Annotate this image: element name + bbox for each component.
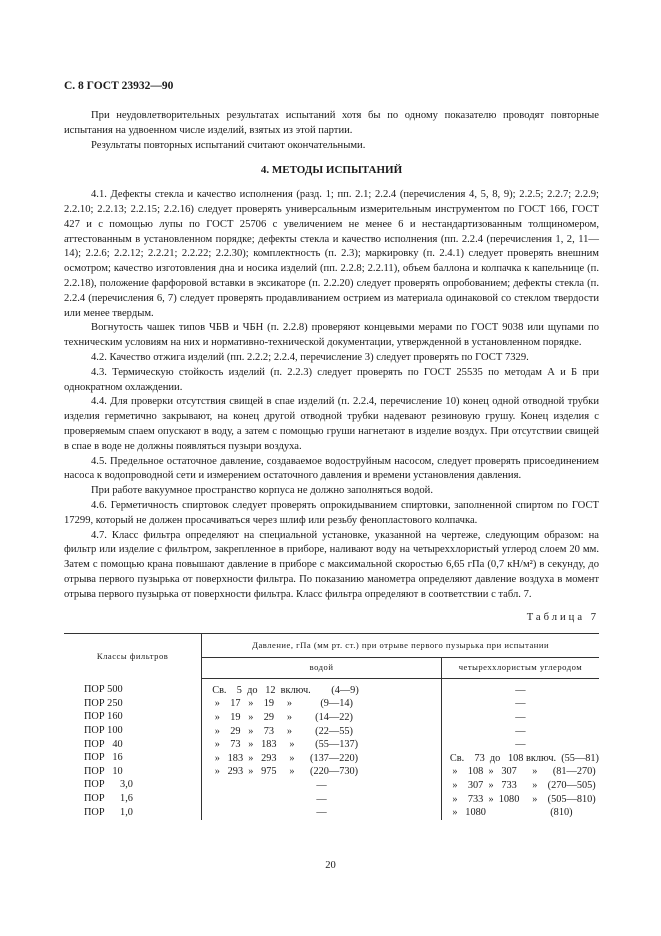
intro-paragraph-2: Результаты повторных испытаний считают окончательными. [91,139,366,151]
paragraph-4-4: 4.4. Для проверки отсутствия свищей в спае изделий (п. 2.2.4, перечисление 10) конец одной отводной трубки изделия герметично закрывают, на конец другой отводной трубки надевают резиновую грушу. Конец изделия с проверяемым спаем опускают в воду, а затем с помощью груши нагнетают в изделие воздух. При отсутствии свищей в спае в воде не должны появляться пузыри воздуха. [64,396,599,452]
table-cell-class: ПОР 1,6 [84,793,133,805]
table-cell-ccl4: — [515,739,526,751]
col-header-pressure-group: Давление, гПа (мм рт. ст.) при отрыве первого пузырька при испытании [202,634,599,657]
table-cell-water: » 17 » 19 » (9—14) [212,698,353,710]
paragraph-4-5: 4.5. Предельное остаточное давление, создаваемое водоструйным насосом, следует проверять присоединением насоса к водопроводной сети и измерением остаточного давления и времени установления давления. [64,455,599,482]
paragraph-4-6: 4.6. Герметичность спиртовок следует проверять опрокидыванием спиртовки, заполненной спиртом по ГОСТ 17299, который не должен просачиваться через шлиф или резьбу фенопластового колпачка. [64,499,599,526]
table-column-classes [64,678,202,819]
col-header-water: водой [202,657,442,678]
table-cell-class: ПОР 250 [84,697,123,709]
table-cell-water: » 183 » 293 » (137—220) [212,752,359,764]
table-cell-class: ПОР 1,0 [84,806,133,818]
table-cell-class: ПОР 160 [84,711,123,723]
table-cell-water: — [316,793,327,805]
intro-paragraph-1: При неудовлетворительных результатах испытаний хотя бы по одному показателю проводят повторные испытания на удвоенном числе изделий, взятых из этой партии. [64,110,599,136]
table-label: Таблица 7 [526,611,599,623]
table-cell-water: Св. 5 до 12 включ. (4—9) [212,684,359,696]
table-cell-class: ПОР 40 [84,738,123,750]
table-cell-class: ПОР 16 [84,752,123,764]
paragraph-4-7: 4.7. Класс фильтра определяют на специальной установке, указанной на чертеже, следующим образом: на фильтр или изделие с фильтром, закрепленное в приборе, наливают воду на четыреххлористый углерод слоем 20 мм. Затем с помощью крана повышают давление в приборе с максимальной скоростью 6,65 гПа (0,7 кН/м²) в секунду, до отрыва первого пузырька от поверхности фильтра. По показанию манометра определяют давление воздуха в момент отрыва первого пузырька от поверхности фильтра. Класс фильтра определяют в соответствии с табл. 7. [64,529,599,600]
table-cell-class: ПОР 10 [84,765,123,777]
table-cell-ccl4: » 108 » 307 » (81—270) [449,766,596,778]
page-number: 20 [325,860,336,871]
table-cell-class: ПОР 3,0 [84,779,133,791]
table-cell-ccl4: » 733 » 1080 » (505—810) [449,793,596,805]
table-cell-ccl4: Св. 73 до 108 включ. (55—81) [449,752,599,764]
table-cell-ccl4: — [515,711,526,723]
section-title: 4. МЕТОДЫ ИСПЫТАНИЙ [260,164,403,177]
table-cell-water: » 293 » 975 » (220—730) [212,766,359,778]
page-header: С. 8 ГОСТ 23932—90 [64,80,174,92]
col-header-ccl4: четыреххлористым углеродом [441,657,599,678]
table-cell-ccl4: — [515,684,526,696]
paragraph-concavity: Вогнутость чашек типов ЧБВ и ЧБН (п. 2.2.8) проверяют концевыми мерами по ГОСТ 9038 или щупами по техническим условиям на них и нормативно-технической документации, утвержденной в установленном порядке. [64,322,599,349]
table-column-ccl4 [441,678,599,819]
paragraph-vacuum: При работе вакуумное пространство корпуса не должно заполняться водой. [91,485,433,497]
table-7 [64,633,599,819]
table-cell-water: » 19 » 29 » (14—22) [212,711,353,723]
table-cell-ccl4: — [515,725,526,737]
table-column-water [202,678,442,819]
paragraph-4-2: 4.2. Качество отжига изделий (пп. 2.2.2; 2.2.4, перечисление 3) следует проверять по ГОСТ 7329. [91,351,529,363]
table-cell-class: ПОР 500 [84,684,123,696]
table-cell-water: » 29 » 73 » (22—55) [212,725,353,737]
table-cell-ccl4: » 307 » 733 » (270—505) [449,779,596,791]
table-cell-water: — [316,807,327,819]
table-cell-water: » 73 » 183 » (55—137) [212,739,359,751]
page-content [64,109,599,820]
table-cell-water: — [316,779,327,791]
table-cell-ccl4: — [515,698,526,710]
paragraph-4-1: 4.1. Дефекты стекла и качество исполнения (разд. 1; пп. 2.1; 2.2.4 (перечисления 4, 5, 8, 9); 2.2.5; 2.2.7; 2.2.9; 2.2.10; 2.2.13; 2.2.15; 2.2.16) следует проверять универсальным измерительным инструментом по ГОСТ 166, ГОСТ 427 и с помощью лупы по ГОСТ 25706 с увеличением не менее 6 и нестандартизованным толщиномером, аттестованным в установленном порядке; дефекты стекла и качество исполнения (пп. 2.2.4 (перечисления 1, 2, 11—14); 2.2.6; 2.2.12; 2.2.21; 2.2.22; 2.2.30); комплектность (п. 2.3); маркировку (п. 2.4.1) следует проверять внешним осмотром; качество изготовления дна и носика изделий (пп. 2.2.8; 2.2.11), объем баллона и колпачка к капельнице (п. 2.2.18), положение фарфоровой вставки в эксикаторе (п. 2.2.20) следует проверять опробованием; дефекты стекла (п. 2.2.4 (перечисления 6, 7) следует проверять продавливанием острием из материала одинаковой со стеклом твердости или менее твердым. [64,189,599,319]
col-header-classes: Классы фильтров [64,634,202,679]
table-cell-class: ПОР 100 [84,725,123,737]
paragraph-4-3: 4.3. Термическую стойкость изделий (п. 2.2.3) следует проверять по ГОСТ 25535 по методам А и Б при однократном охлаждении. [64,366,599,393]
table-cell-ccl4: » 1080 (810) [449,807,573,819]
